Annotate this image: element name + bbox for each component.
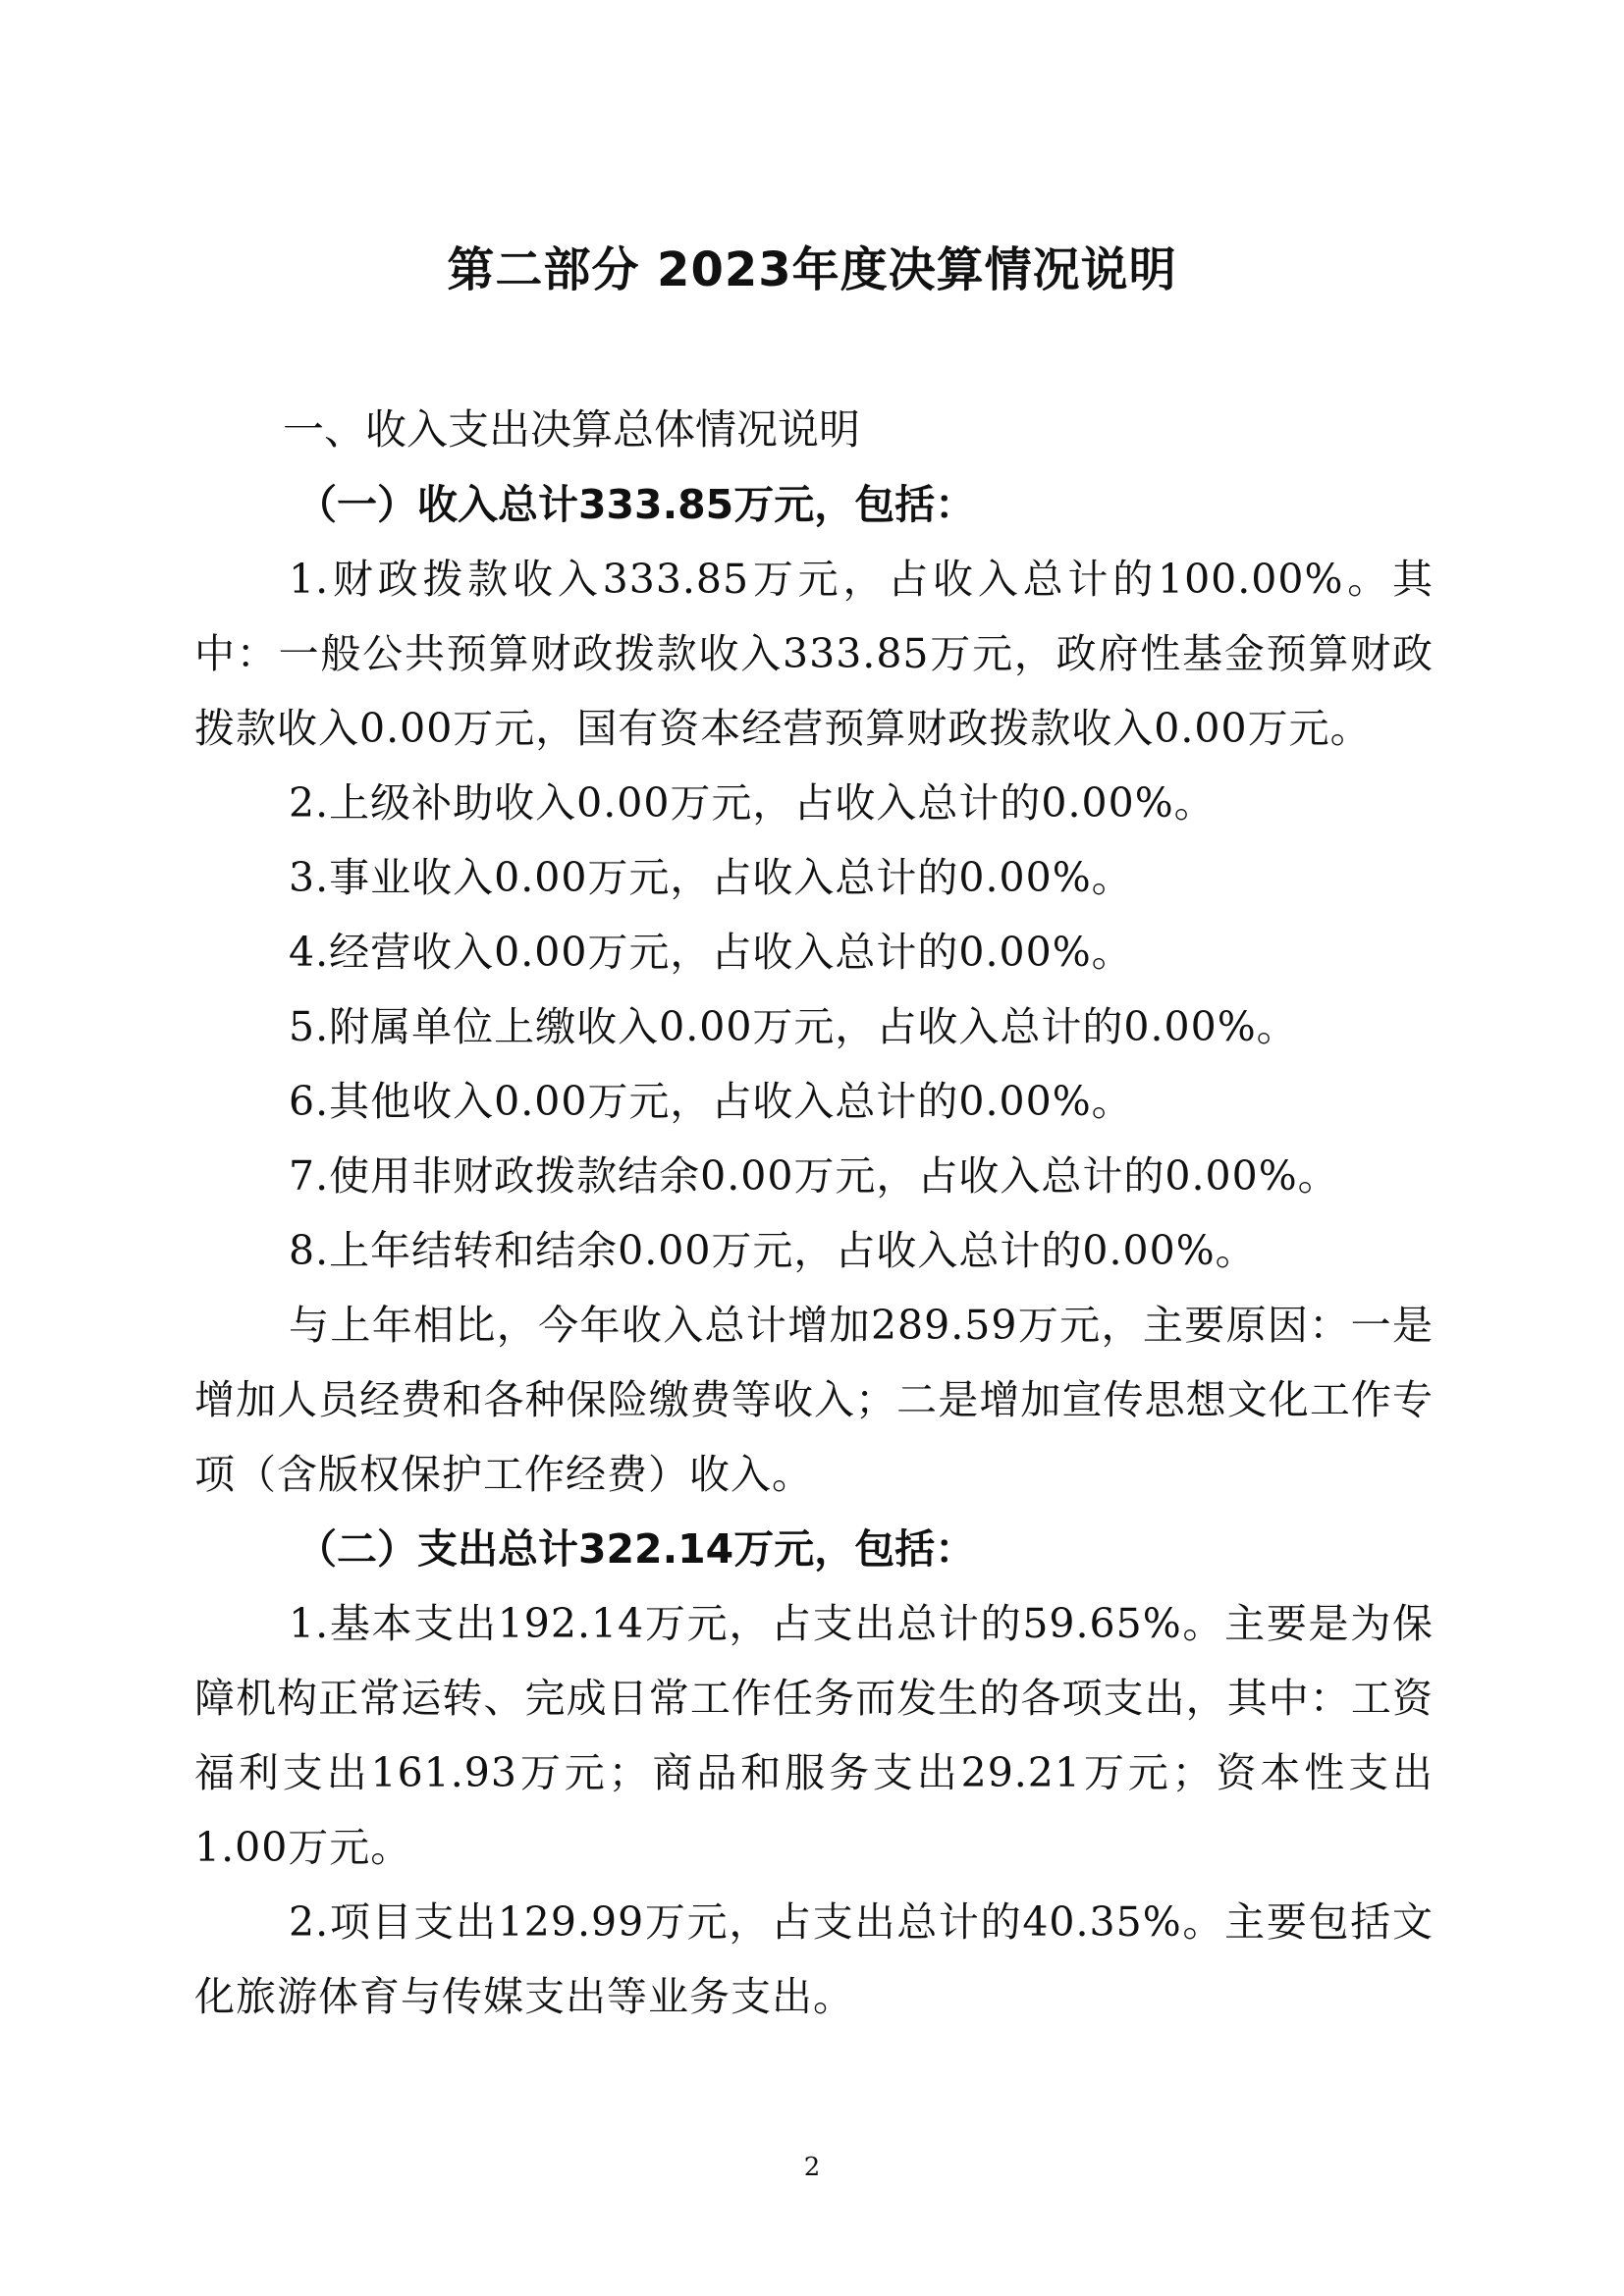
- section-heading: 一、收入支出决算总体情况说明: [283, 405, 861, 454]
- document-body: [194, 393, 1434, 2034]
- page-number: 2: [803, 2153, 821, 2182]
- page-title: 第二部分 2023年度决算情况说明: [447, 242, 1177, 297]
- income-item-6: 6.其他收入0.00万元，占收入总计的0.00%。: [289, 1078, 1133, 1125]
- income-item-5: 5.附属单位上缴收入0.00万元，占收入总计的0.00%。: [289, 1003, 1298, 1050]
- income-item-8: 8.上年结转和结余0.00万元，占收入总计的0.00%。: [289, 1227, 1257, 1274]
- expenditure-heading: （二）支出总计322.14万元，包括：: [297, 1525, 976, 1573]
- expenditure-item-2: 2.项目支出129.99万元，占支出总计的40.35%。主要包括文化旅游体育与传媒支出等业务支出。: [194, 1898, 1434, 2020]
- expenditure-item-1: 1.基本支出192.14万元，占支出总计的59.65%。主要是为保障机构正常运转、完成日常工作任务而发生的各项支出，其中：工资福利支出161.93万元；商品和服务支出29.21万元；资本性支出1.00万元。: [194, 1600, 1434, 1871]
- income-item-3: 3.事业收入0.00万元，占收入总计的0.00%。: [289, 854, 1133, 901]
- income-comparison: 与上年相比，今年收入总计增加289.59万元，主要原因：一是增加人员经费和各种保险缴费等收入；二是增加宣传思想文化工作专项（含版权保护工作经费）收入。: [194, 1302, 1434, 1498]
- income-heading: （一）收入总计333.85万元，包括：: [297, 481, 976, 528]
- income-item-1: 1.财政拨款收入333.85万元，占收入总计的100.00%。其中：一般公共预算财政拨款收入333.85万元，政府性基金预算财政拨款收入0.00万元，国有资本经营预算财政拨款收入0.00万元。: [194, 556, 1434, 752]
- income-item-7: 7.使用非财政拨款结余0.00万元，占收入总计的0.00%。: [289, 1152, 1339, 1200]
- income-item-4: 4.经营收入0.00万元，占收入总计的0.00%。: [289, 929, 1133, 976]
- income-item-2: 2.上级补助收入0.00万元，占收入总计的0.00%。: [289, 779, 1216, 827]
